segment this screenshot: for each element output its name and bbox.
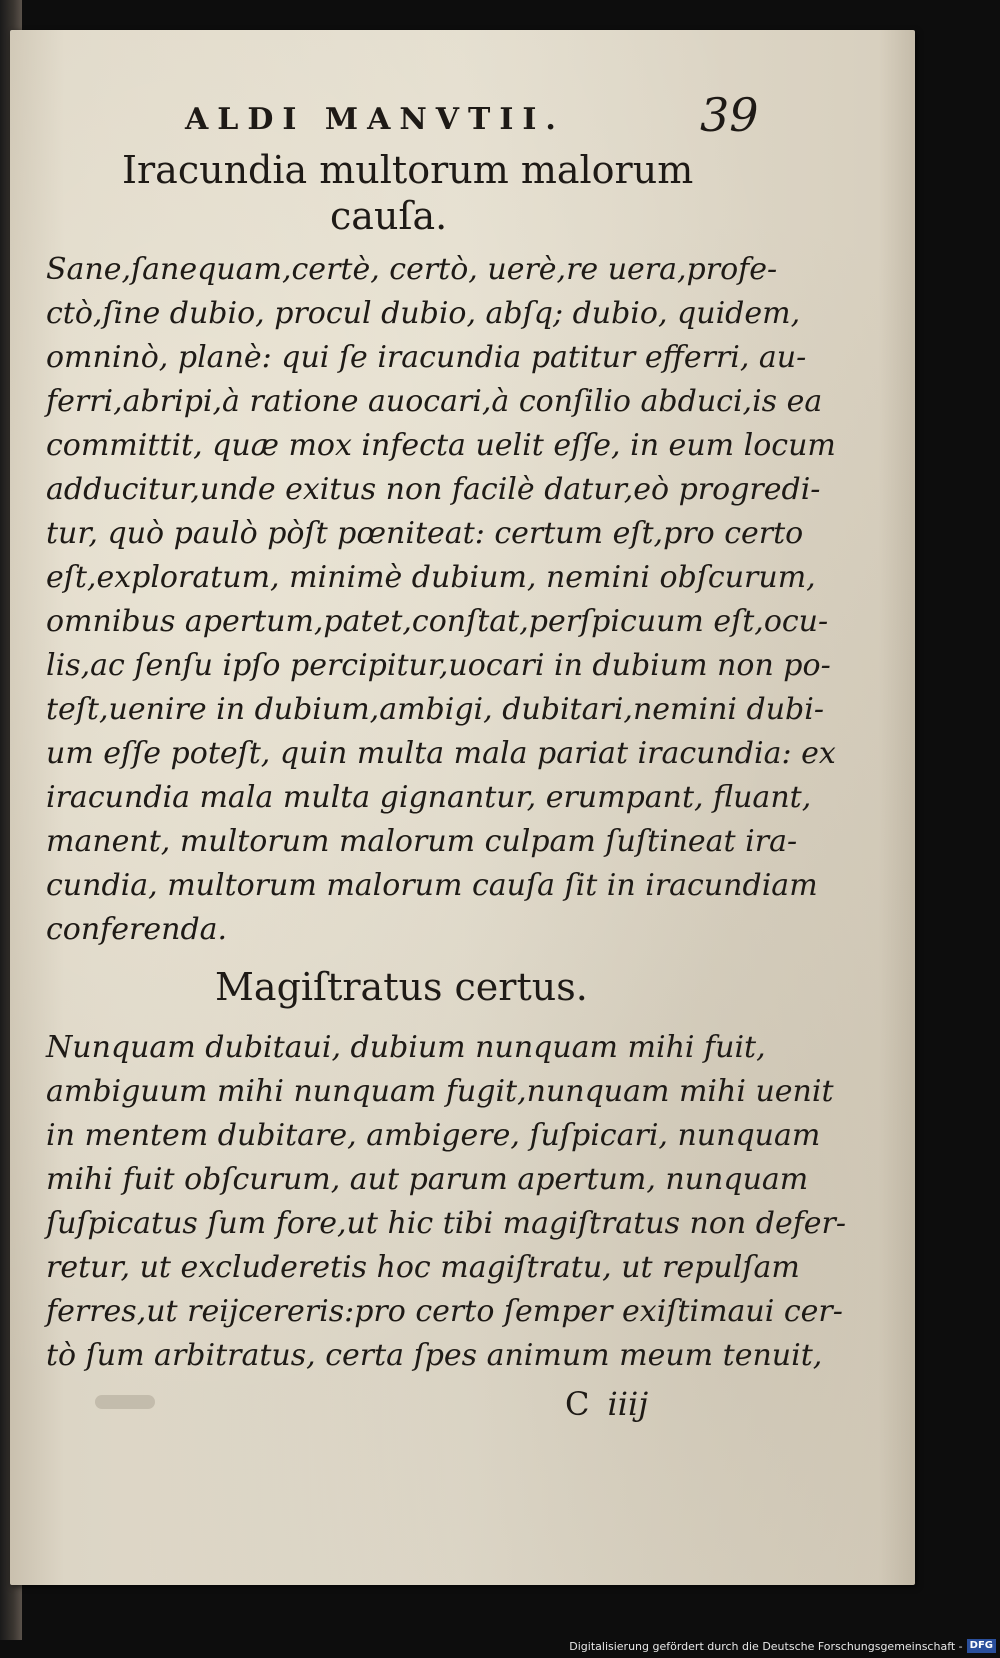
paragraph-1-line: omninò, planè: qui ſe iracundia patitur efferri, au- [46,340,807,375]
page-number: 39 [700,88,759,142]
paragraph-1-line: adducitur,unde exitus non facilè datur,eò progredi- [46,472,821,507]
paragraph-1-line: tur, quò paulò pòſt pœniteat: certum eſt,pro certo [46,516,804,551]
running-head: ALDI MANVTII. [185,102,565,137]
paragraph-1-line: eſt,exploratum, minimè dubium, nemini obſcurum, [46,560,816,595]
paragraph-1-line: iracundia mala multa gignantur, erumpant, fluant, [46,780,812,815]
paragraph-2-line: retur, ut excluderetis hoc magiſtratu, ut repulſam [46,1250,800,1285]
paragraph-1-line: ctò,ſine dubio, procul dubio, abſq; dubio, quidem, [46,296,801,331]
signature-mark [565,1385,648,1423]
signature-letter: C [565,1385,590,1423]
paragraph-2-line: Nunquam dubitaui, dubium nunquam mihi fuit, [46,1030,766,1065]
dfg-logo: DFG [967,1639,996,1653]
paragraph-1-line: committit, quæ mox infecta uelit eſſe, in eum locum [46,428,836,463]
paragraph-1-line: lis,ac ſenſu ipſo percipitur,uocari in dubium non po- [46,648,831,683]
paragraph-2-line: in mentem dubitare, ambigere, ſuſpicari, nunquam [46,1118,821,1153]
paragraph-1-line: teſt,uenire in dubium,ambigi, dubitari,nemini dubi- [46,692,824,727]
section-heading-2: Magiſtratus certus. [215,965,588,1009]
paragraph-2-line: mihi fuit obſcurum, aut parum apertum, nunquam [46,1162,809,1197]
book-page [10,30,915,1585]
paragraph-2-line: tò ſum arbitratus, certa ſpes animum meum tenuit, [46,1338,823,1373]
paragraph-1-line: omnibus apertum,patet,conſtat,perſpicuum eſt,ocu- [46,604,829,639]
paragraph-2-line: ambiguum mihi nunquam fugit,nunquam mihi uenit [46,1074,834,1109]
ink-smudge [95,1395,155,1409]
paragraph-2-line: ſuſpicatus ſum fore,ut hic tibi magiſtratus non defer- [46,1206,847,1241]
section-heading-1-line-2: cauſa. [330,194,448,238]
paragraph-2-line: ferres,ut reijcereris:pro certo ſemper exiſtimaui cer- [46,1294,843,1329]
paragraph-1-line: um eſſe poteſt, quin multa mala pariat iracundia: ex [46,736,836,771]
digitization-credit [569,1638,996,1654]
signature-number: iiij [607,1385,649,1423]
credit-text: Digitalisierung gefördert durch die Deutsche Forschungsgemeinschaft - [569,1639,963,1653]
paragraph-1-line: cundia, multorum malorum cauſa ſit in iracundiam [46,868,818,903]
section-heading-1-line-1: Iracundia multorum malorum [122,148,694,192]
paragraph-1-line: manent, multorum malorum culpam ſuſtineat ira- [46,824,798,859]
paragraph-1-line: conferenda. [46,912,228,947]
paragraph-1-line: ferri,abripi,à ratione auocari,à conſilio abduci,is ea [46,384,823,419]
paragraph-1-line: Sane,ſanequam,certè, certò, uerè,re uera,profe- [46,252,778,287]
